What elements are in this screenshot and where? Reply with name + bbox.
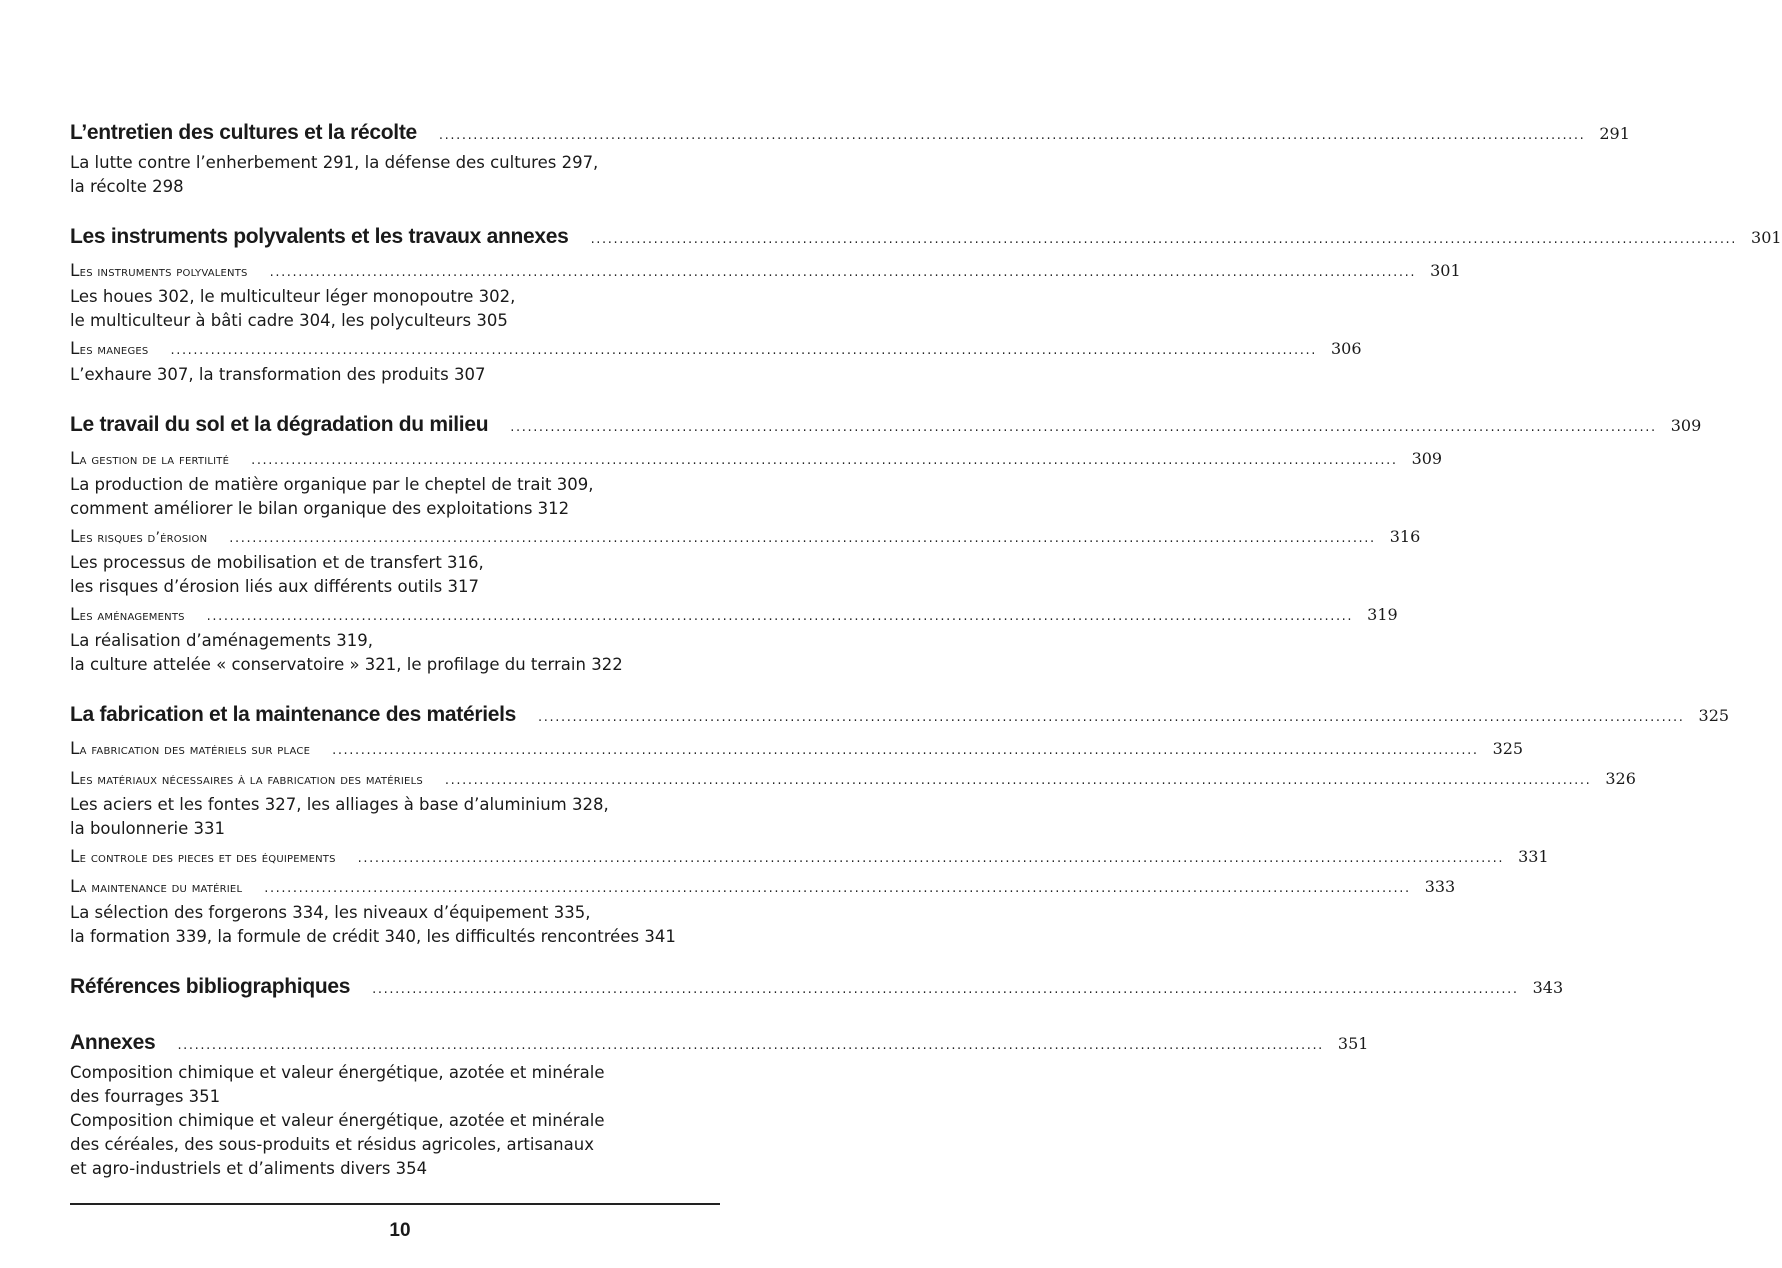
section-heading xyxy=(70,736,1524,763)
description-line: et agro-industriels et d’aliments divers 354 xyxy=(70,1159,428,1178)
description-line: la formation 339, la formule de crédit 340, les difficultés rencontrées 341 xyxy=(70,927,676,946)
chapter-title: La fabrication et la maintenance des matériels xyxy=(70,703,517,726)
description-line: des céréales, des sous-produits et résidus agricoles, artisanaux xyxy=(70,1135,594,1154)
chapter-description xyxy=(70,1061,718,1181)
description-line: La sélection des forgerons 334, les niveaux d’équipement 335, xyxy=(70,903,591,922)
dot-leader: ........................................................................................................................................................................................................ xyxy=(206,609,1354,624)
dot-leader: ........................................................................................................................................................................................................ xyxy=(177,1038,1324,1053)
section-heading xyxy=(70,258,1461,285)
dot-leader: ........................................................................................................................................................................................................ xyxy=(372,982,1519,997)
description-line: des fourrages 351 xyxy=(70,1087,221,1106)
toc-section xyxy=(70,736,1524,763)
section-page-number: 333 xyxy=(1424,877,1456,896)
chapter-heading xyxy=(70,700,1730,733)
section-title: Les risques d’érosion xyxy=(70,527,208,547)
section-title: Les instruments polyvalents xyxy=(70,261,248,281)
section-title: Les matériaux nécessaires à la fabrication des matériels xyxy=(70,769,423,789)
toc-section xyxy=(70,844,1549,871)
toc-section xyxy=(70,446,1443,521)
dot-leader: ........................................................................................................................................................................................................ xyxy=(251,453,1398,468)
section-description xyxy=(70,551,718,599)
description-line: Les aciers et les fontes 327, les alliages à base d’aluminium 328, xyxy=(70,795,609,814)
description-line: la culture attelée « conservatoire » 321, le profilage du terrain 322 xyxy=(70,655,623,674)
section-title: Les aménagements xyxy=(70,605,185,625)
description-line: la récolte 298 xyxy=(70,177,184,196)
section-title: La maintenance du matériel xyxy=(70,877,243,897)
description-line: La lutte contre l’enherbement 291, la défense des cultures 297, xyxy=(70,153,599,172)
description-line: L’exhaure 307, la transformation des produits 307 xyxy=(70,365,486,384)
section-description xyxy=(70,285,718,333)
toc-section xyxy=(70,258,1461,333)
chapter-heading xyxy=(70,222,1782,255)
toc-section xyxy=(70,874,1456,949)
section-title: La fabrication des matériels sur place xyxy=(70,739,311,759)
chapter-title: Le travail du sol et la dégradation du milieu xyxy=(70,413,489,436)
chapter-page-number: 351 xyxy=(1337,1034,1369,1053)
description-line: Composition chimique et valeur énergétique, azotée et minérale xyxy=(70,1063,605,1082)
description-line: les risques d’érosion liés aux différents outils 317 xyxy=(70,577,480,596)
dot-leader: ........................................................................................................................................................................................................ xyxy=(264,881,1411,896)
section-heading xyxy=(70,446,1443,473)
section-page-number: 319 xyxy=(1367,605,1398,624)
dot-leader: ........................................................................................................................................................................................................ xyxy=(170,343,1317,358)
section-page-number: 326 xyxy=(1605,769,1636,788)
section-description xyxy=(70,629,718,677)
table-of-contents xyxy=(70,118,1782,1181)
description-line: comment améliorer le bilan organique des exploitations 312 xyxy=(70,499,570,518)
section-heading xyxy=(70,874,1456,901)
toc-section xyxy=(70,766,1636,841)
section-description xyxy=(70,793,718,841)
description-line: La réalisation d’aménagements 319, xyxy=(70,631,373,650)
dot-leader: ........................................................................................................................................................................................................ xyxy=(538,710,1685,725)
chapter-page-number: 309 xyxy=(1670,416,1702,435)
toc-chapter xyxy=(70,118,1630,199)
chapter-heading xyxy=(70,410,1702,443)
dot-leader: ........................................................................................................................................................................................................ xyxy=(438,128,1586,143)
section-page-number: 331 xyxy=(1518,847,1549,866)
description-line: La production de matière organique par le cheptel de trait 309, xyxy=(70,475,594,494)
section-title: La gestion de la fertilité xyxy=(70,449,230,469)
chapter-title: Annexes xyxy=(70,1031,156,1054)
dot-leader: ........................................................................................................................................................................................................ xyxy=(444,773,1592,788)
description-line: le multiculteur à bâti cadre 304, les polyculteurs 305 xyxy=(70,311,508,330)
chapter-page-number: 343 xyxy=(1532,978,1564,997)
chapter-title: Références bibliographiques xyxy=(70,975,351,998)
dot-leader: ........................................................................................................................................................................................................ xyxy=(332,743,1479,758)
section-page-number: 301 xyxy=(1430,261,1461,280)
dot-leader: ........................................................................................................................................................................................................ xyxy=(229,531,1376,546)
section-heading xyxy=(70,844,1549,871)
description-line: Composition chimique et valeur énergétique, azotée et minérale xyxy=(70,1111,605,1130)
chapter-title: Les instruments polyvalents et les travaux annexes xyxy=(70,225,569,248)
toc-section xyxy=(70,524,1421,599)
toc-chapter xyxy=(70,700,1730,949)
toc-chapter xyxy=(70,222,1782,387)
chapter-description xyxy=(70,151,718,199)
description-line: Les processus de mobilisation et de transfert 316, xyxy=(70,553,484,572)
section-title: Le controle des pieces et des équipements xyxy=(70,847,336,867)
description-line: la boulonnerie 331 xyxy=(70,819,225,838)
dot-leader: ........................................................................................................................................................................................................ xyxy=(510,420,1657,435)
section-heading xyxy=(70,336,1362,363)
toc-chapter xyxy=(70,1028,1369,1181)
section-page-number: 325 xyxy=(1492,739,1524,758)
chapter-title: L’entretien des cultures et la récolte xyxy=(70,121,417,144)
chapter-page-number: 301 xyxy=(1751,228,1782,247)
chapter-heading xyxy=(70,118,1630,151)
footer-divider xyxy=(70,1203,720,1205)
chapter-heading xyxy=(70,1028,1369,1061)
description-line: Les houes 302, le multiculteur léger monopoutre 302, xyxy=(70,287,516,306)
toc-section xyxy=(70,336,1362,387)
section-page-number: 316 xyxy=(1389,527,1421,546)
page-number: 10 xyxy=(389,1220,411,1241)
section-page-number: 309 xyxy=(1411,449,1443,468)
section-page-number: 306 xyxy=(1330,339,1362,358)
dot-leader: ........................................................................................................................................................................................................ xyxy=(590,232,1738,247)
chapter-heading xyxy=(70,972,1564,1005)
toc-section xyxy=(70,602,1398,677)
section-description xyxy=(70,473,718,521)
section-description xyxy=(70,901,718,949)
chapter-page-number: 325 xyxy=(1698,706,1730,725)
section-heading xyxy=(70,766,1636,793)
dot-leader: ........................................................................................................................................................................................................ xyxy=(357,851,1505,866)
toc-chapter xyxy=(70,410,1702,677)
section-heading xyxy=(70,524,1421,551)
section-title: Les maneges xyxy=(70,339,149,359)
chapter-page-number: 291 xyxy=(1599,124,1630,143)
section-heading xyxy=(70,602,1398,629)
section-description xyxy=(70,363,718,387)
dot-leader: ........................................................................................................................................................................................................ xyxy=(269,265,1417,280)
toc-chapter xyxy=(70,972,1564,1005)
